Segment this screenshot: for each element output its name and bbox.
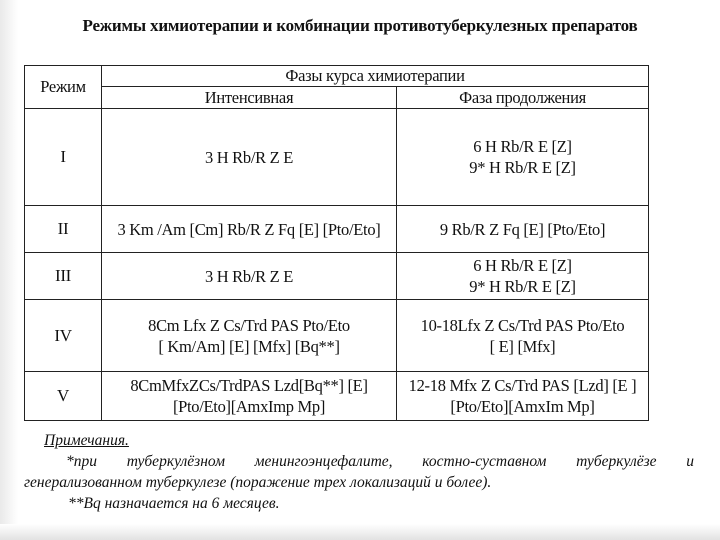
continuation-line: 12-18 Mfx Z Cs/Trd PAS [Lzd] [E ] [408, 376, 637, 395]
regimen-table [24, 65, 649, 421]
intensive-line: 3 H Rb/R Z E [204, 266, 294, 286]
regimen-mode: V [25, 372, 102, 421]
continuation-line: [Pto/Eto][AmxIm Mp] [450, 397, 595, 416]
intensive-line: [ Km/Am] [E] [Mfx] [Bq**] [158, 336, 340, 356]
left-edge-shade [0, 0, 18, 540]
continuation-cell [397, 109, 649, 206]
table-row [25, 372, 649, 421]
table-header-row [25, 66, 649, 87]
regimen-mode: IV [25, 300, 102, 372]
intensive-cell [102, 372, 397, 421]
bottom-edge-shade [0, 524, 720, 540]
continuation-line: 9* H Rb/R E [Z] [469, 158, 576, 177]
continuation-line: 6 H Rb/R E [Z] [473, 256, 572, 275]
intensive-line: 3 Km /Am [Cm] Rb/R Z Fq [E] [Pto/Eto] [117, 219, 381, 239]
intensive-line: 8Cm Lfx Z Cs/Trd PAS Pto/Eto [148, 315, 350, 335]
note-footnote-2: **Bq назначается на 6 месяцев. [68, 495, 280, 512]
notes-heading: Примечания. [44, 432, 129, 449]
note-footnote-1: *при туберкулёзном менингоэнцефалите, костно-суставном туберкулёзе и [66, 453, 694, 470]
intensive-cell [102, 300, 397, 372]
regimen-mode: I [25, 109, 102, 206]
continuation-line: [ E] [Mfx] [489, 336, 556, 356]
continuation-line: 10-18Lfx Z Cs/Trd PAS Pto/Eto [420, 315, 625, 335]
intensive-cell [102, 109, 397, 206]
continuation-cell [397, 206, 649, 253]
table-row [25, 109, 649, 206]
header-phases: Фазы курса химиотерапии [102, 66, 649, 87]
table-row [25, 300, 649, 372]
regimen-mode: II [25, 206, 102, 253]
continuation-line: 9 Rb/R Z Fq [E] [Pto/Eto] [439, 219, 606, 239]
table-row [25, 206, 649, 253]
continuation-cell [397, 300, 649, 372]
table-subheader-row [25, 87, 649, 109]
notes-section [24, 430, 694, 514]
note-footnote-1-continued: генерализованном туберкулезе (поражение трех локализаций и более). [24, 474, 492, 491]
intensive-line: 8CmMfxZCs/TrdPAS Lzd[Bq**] [E] [130, 376, 368, 395]
continuation-line: 6 H Rb/R E [Z] [473, 137, 572, 156]
intensive-line: [Pto/Eto][AmxImp Mp] [172, 397, 326, 416]
continuation-cell [397, 253, 649, 300]
continuation-cell [397, 372, 649, 421]
page-title: Режимы химиотерапии и комбинации противотуберкулезных препаратов [82, 16, 638, 35]
intensive-line: 3 H Rb/R Z E [204, 147, 294, 167]
header-mode: Режим [25, 66, 102, 109]
intensive-cell [102, 253, 397, 300]
table-row [25, 253, 649, 300]
header-intensive: Интенсивная [102, 87, 397, 109]
intensive-cell [102, 206, 397, 253]
regimen-mode: III [25, 253, 102, 300]
header-continuation: Фаза продолжения [397, 87, 649, 109]
continuation-line: 9* H Rb/R E [Z] [469, 277, 576, 296]
